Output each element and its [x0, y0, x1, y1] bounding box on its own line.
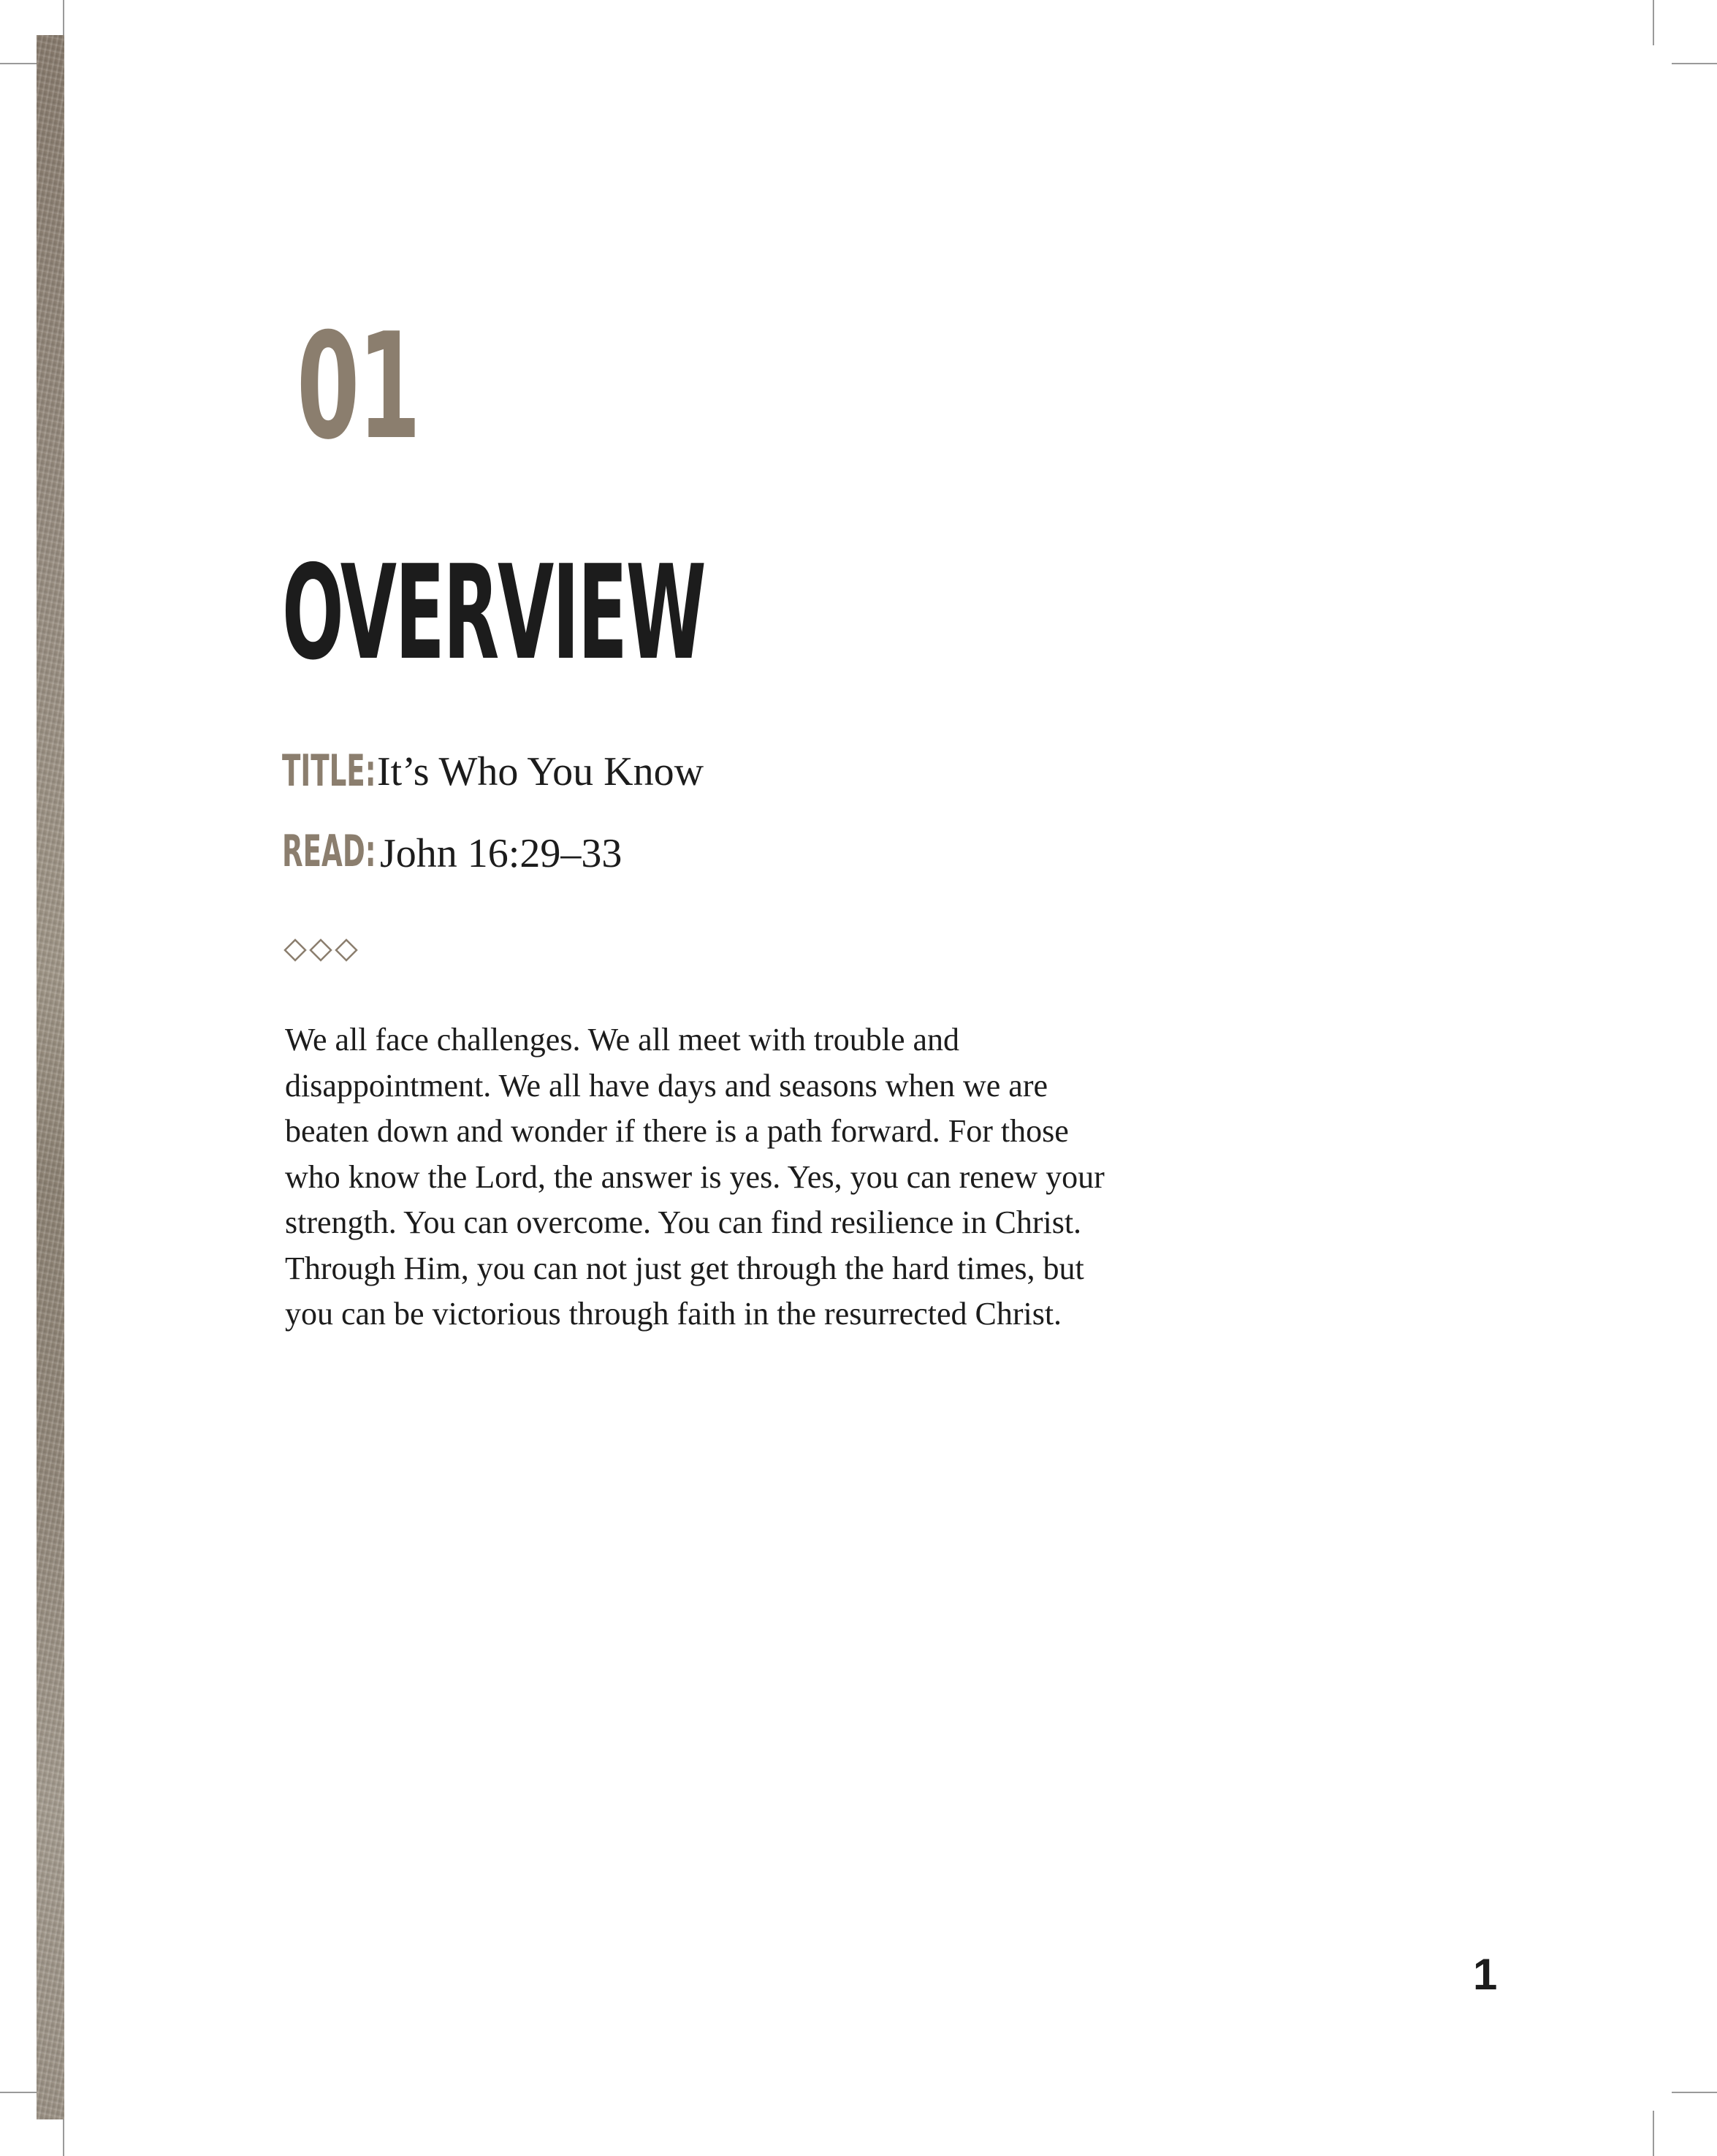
body-paragraph: We all face challenges. We all meet with trouble and disappointment. We all have days and seasons when we are beaten down and wonder if there is a path forward. For those who know the Lord, the answer is yes. Yes, you can renew your strength. You can overcome. You can find resilience in Christ. Through Him, you can not just get through the hard times, but you can be victorious through faith in the resurrected Christ. [285, 1022, 1105, 1332]
crop-mark-top-right-vertical [1653, 0, 1654, 45]
three-diamonds-icon [282, 935, 362, 965]
read-label: READ: [282, 826, 376, 877]
decorative-side-strip [37, 35, 64, 2119]
read-row [282, 826, 623, 884]
crop-mark-top-right-horizontal [1672, 63, 1717, 64]
read-value: John 16:29–33 [380, 831, 623, 876]
page-number: 1 [1473, 1950, 1498, 1999]
crop-mark-bottom-right-vertical [1653, 2111, 1654, 2156]
title-row [282, 745, 704, 804]
section-heading: OVERVIEW [282, 537, 705, 688]
title-label: TITLE: [282, 745, 376, 797]
chapter-number: 01 [297, 302, 419, 472]
title-value: It’s Who You Know [377, 749, 704, 794]
crop-mark-bottom-right-horizontal [1672, 2092, 1717, 2093]
